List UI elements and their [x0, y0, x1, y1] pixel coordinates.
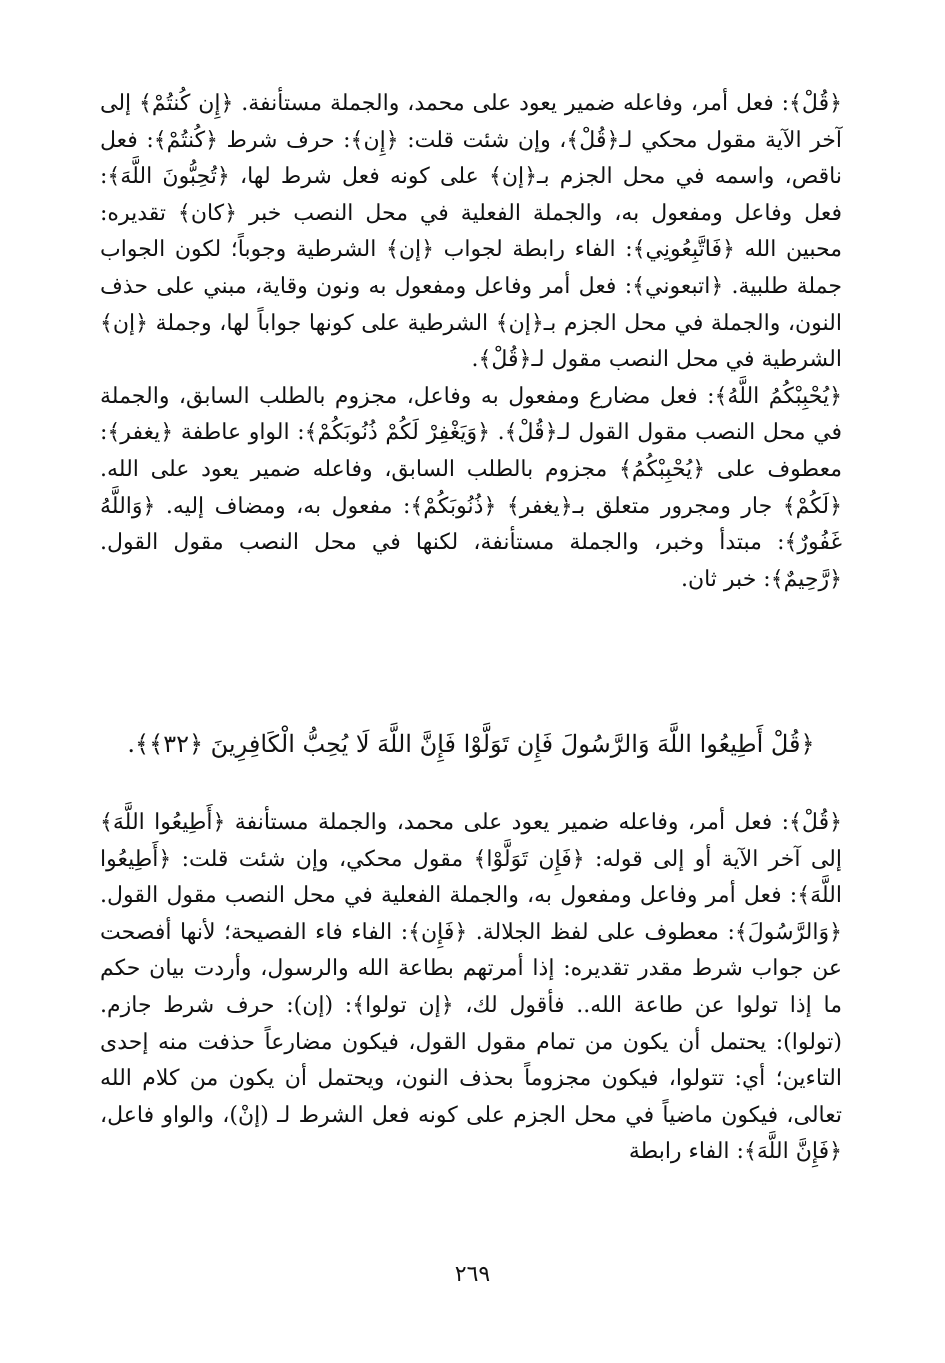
commentary-block-1	[100, 86, 842, 598]
commentary-block-2	[100, 805, 842, 1171]
paragraph: ﴿قُلْ﴾: فعل أمر، وفاعله ضمير يعود على محمد، والجملة مستأنفة ﴿أَطِيعُوا اللَّهَ﴾ إلى آخر الآية أو إلى قوله: ﴿فَإِن تَوَلَّوْا﴾ مقول محكي، وإن شئت قلت: ﴿أَطِيعُوا اللَّهَ﴾: فعل أمر وفاعل ومفعول به، والجملة الفعلية في محل النصب مقول القول. ﴿وَالرَّسُولَ﴾: معطوف على لفظ الجلالة. ﴿فَإِن﴾: الفاء فاء الفصيحة؛ لأنها أفصحت عن جواب شرط مقدر تقديره: إذا أمرتهم بطاعة الله والرسول، وأردت بيان حكم ما إذا تولوا عن طاعة الله.. فأقول لك، ﴿إن تولوا﴾: (إن): حرف شرط جازم. (تولوا): يحتمل أن يكون من تمام مقول القول، فيكون مضارعاً حذفت منه إحدى التاءين؛ أي: تتولوا، فيكون مجزوماً بحذف النون، ويحتمل أن يكون من كلام الله تعالى، فيكون ماضياً في محل الجزم على كونه فعل الشرط لـ (إنْ)، والواو فاعل، ﴿فَإِنَّ اللَّهَ﴾: الفاء رابطة	[100, 810, 842, 1165]
page-number: ٢٦٩	[454, 1262, 491, 1287]
quran-verse: ﴿قُلْ أَطِيعُوا اللَّهَ وَالرَّسُولَ فَإِن تَوَلَّوْا فَإِنَّ اللَّهَ لَا يُحِبُّ الْكَافِرِينَ ﴿٣٢﴾﴾.	[127, 730, 815, 758]
paragraph: ﴿قُلْ﴾: فعل أمر، وفاعله ضمير يعود على محمد، والجملة مستأنفة. ﴿إِن كُنتُمْ﴾ إلى آخر الآية مقول محكي لـ﴿قُلْ﴾، وإن شئت قلت: ﴿إِن﴾: حرف شرط ﴿كُنتُمْ﴾: فعل ناقص، واسمه في محل الجزم بـ﴿إن﴾ على كونه فعل شرط لها، ﴿تُحِبُّونَ اللَّهَ﴾: فعل وفاعل ومفعول به، والجملة الفعلية في محل النصب خبر ﴿كان﴾ تقديره: محبين الله ﴿فَاتَّبِعُونِي﴾: الفاء رابطة لجواب ﴿إن﴾ الشرطية وجوباً؛ لكون الجواب جملة طلبية. ﴿اتبعوني﴾: فعل أمر وفاعل ومفعول به ونون وقاية، مبني على حذف النون، والجملة في محل الجزم بـ﴿إن﴾ الشرطية على كونها جواباً لها، وجملة ﴿إن﴾ الشرطية في محل النصب مقول لـ﴿قُلْ﴾.	[100, 91, 842, 373]
paragraph: ﴿يُحْبِبْكُمُ اللَّهُ﴾: فعل مضارع ومفعول به وفاعل، مجزوم بالطلب السابق، والجملة في محل النصب مقول القول لـ﴿قُلْ﴾. ﴿وَيَغْفِرْ لَكُمْ ذُنُوبَكُمْ﴾: الواو عاطفة ﴿يغفر﴾: معطوف على ﴿يُحْبِبْكُمُ﴾ مجزوم بالطلب السابق، وفاعله ضمير يعود على الله. ﴿لَكُمْ﴾ جار ومجرور متعلق بـ﴿يغفر﴾ ﴿ذُنُوبَكُمْ﴾: مفعول به، ومضاف إليه. ﴿وَاللَّهُ غَفُورٌ﴾: مبتدأ وخبر، والجملة مستأنفة، لكنها في محل النصب مقول القول. ﴿رَّحِيمٌ﴾: خبر ثان.	[100, 383, 842, 592]
